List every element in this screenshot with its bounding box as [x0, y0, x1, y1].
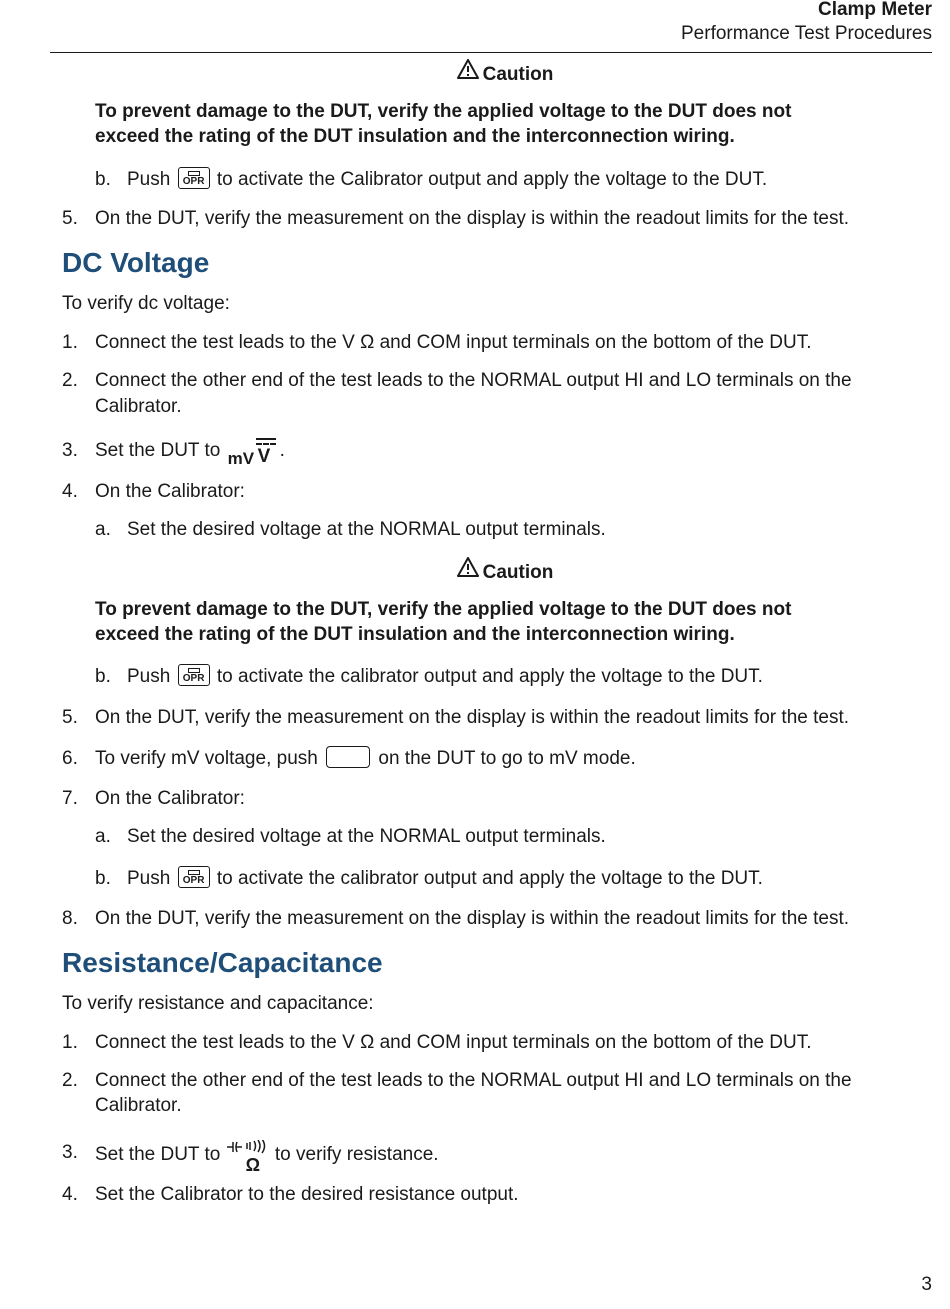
step-number: 2. — [62, 1070, 78, 1091]
step-number: 7. — [62, 788, 78, 809]
step-number: 5. — [62, 208, 78, 229]
step-number: 4. — [62, 1184, 78, 1205]
step-text: On the DUT, verify the measurement on the display is within the readout limits for the test. — [95, 908, 850, 929]
step-text: On the DUT, verify the measurement on the display is within the readout limits for the test. — [95, 707, 850, 728]
opr-key-icon: OPR — [178, 866, 210, 888]
step-number: 8. — [62, 908, 78, 929]
header-subtitle: Performance Test Procedures — [681, 23, 932, 44]
blank-key-icon — [326, 746, 370, 768]
step-text: Connect the test leads to the V Ω and COM input terminals on the bottom of the DUT. — [95, 1032, 812, 1053]
section-heading-dc-voltage: DC Voltage — [62, 247, 210, 278]
step-number: 1. — [62, 1032, 78, 1053]
step-marker: b. — [95, 868, 111, 889]
step-marker: b. — [95, 666, 111, 687]
step-text: Connect the other end of the test leads to the NORMAL output HI and LO terminals on the — [95, 1070, 852, 1091]
step-text: To verify mV voltage, push on the DUT to go to mV mode. — [95, 746, 636, 772]
step-text: Calibrator. — [95, 396, 182, 417]
section-heading-resistance-capacitance: Resistance/Capacitance — [62, 947, 383, 978]
caution-label: Caution — [482, 64, 554, 86]
header-title: Clamp Meter — [817, 0, 932, 20]
opr-key-icon: OPR — [178, 664, 210, 686]
step-text: Push OPR to activate the Calibrator output and apply the voltage to the DUT. — [127, 167, 767, 193]
caution-text-line-2: exceed the rating of the DUT insulation and the interconnection wiring. — [95, 126, 735, 147]
section-intro: To verify dc voltage: — [62, 293, 230, 314]
warning-icon — [457, 59, 479, 87]
step-text: Set the DUT to mV V . — [95, 438, 285, 464]
step-marker: a. — [95, 826, 111, 847]
header-rule — [50, 52, 932, 53]
step-number: 3. — [62, 440, 78, 461]
step-text: On the Calibrator: — [95, 481, 245, 502]
caution-heading — [0, 559, 950, 587]
step-text: Calibrator. — [95, 1095, 182, 1116]
step-number: 3. — [62, 1142, 78, 1163]
step-number: 1. — [62, 332, 78, 353]
warning-icon — [457, 557, 479, 585]
caution-text-line-1: To prevent damage to the DUT, verify the applied voltage to the DUT does not — [95, 101, 792, 122]
step-number: 5. — [62, 707, 78, 728]
page-number: 3 — [921, 1274, 932, 1295]
section-intro: To verify resistance and capacitance: — [62, 993, 374, 1014]
step-text: Set the desired voltage at the NORMAL output terminals. — [127, 826, 606, 847]
caution-text-line-2: exceed the rating of the DUT insulation and the interconnection wiring. — [95, 624, 735, 645]
step-text: Set the desired voltage at the NORMAL output terminals. — [127, 519, 606, 540]
step-text: Set the Calibrator to the desired resistance output. — [95, 1184, 519, 1205]
step-text: Set the DUT to Ω to verify resistance. — [95, 1140, 439, 1170]
resistance-capacitance-continuity-icon: Ω — [226, 1140, 270, 1170]
caution-label: Caution — [482, 562, 554, 584]
caution-text-line-1: To prevent damage to the DUT, verify the applied voltage to the DUT does not — [95, 599, 792, 620]
step-text: On the Calibrator: — [95, 788, 245, 809]
step-text: Push OPR to activate the calibrator output and apply the voltage to the DUT. — [127, 664, 763, 690]
step-text: Connect the other end of the test leads to the NORMAL output HI and LO terminals on the — [95, 370, 852, 391]
opr-key-icon: OPR — [178, 167, 210, 189]
step-number: 6. — [62, 748, 78, 769]
step-text: Connect the test leads to the V Ω and COM input terminals on the bottom of the DUT. — [95, 332, 812, 353]
step-number: 4. — [62, 481, 78, 502]
step-marker: b. — [95, 169, 111, 190]
dc-millivolt-icon: mV V — [226, 438, 280, 464]
step-text: On the DUT, verify the measurement on the display is within the readout limits for the test. — [95, 208, 850, 229]
step-number: 2. — [62, 370, 78, 391]
step-text: Push OPR to activate the calibrator output and apply the voltage to the DUT. — [127, 866, 763, 892]
caution-heading — [0, 61, 950, 89]
step-marker: a. — [95, 519, 111, 540]
